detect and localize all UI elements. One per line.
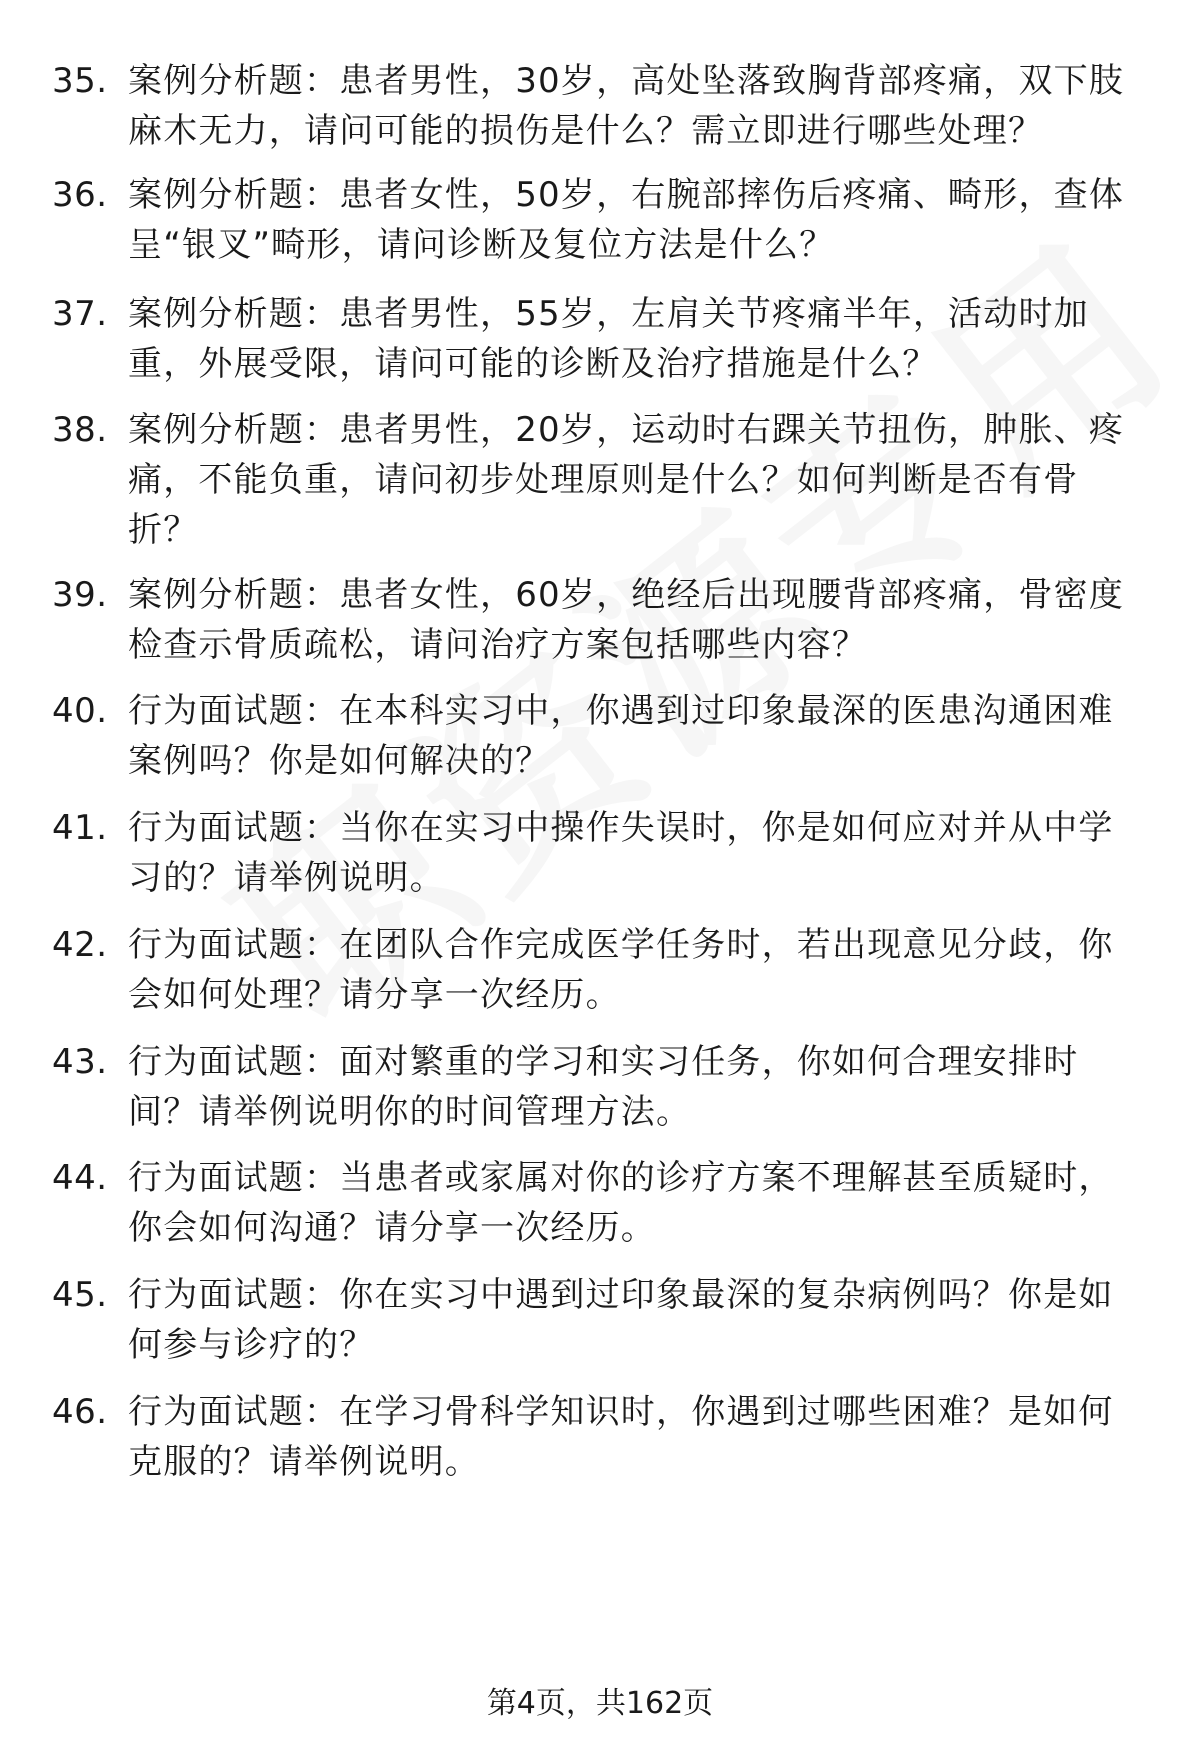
question-number: 46. [52, 1392, 108, 1432]
question-text: 案例分析题：患者女性，50岁，右腕部摔伤后疼痛、畸形，查体呈“银叉”畸形，请问诊断及复位方法是什么？ [128, 175, 1125, 265]
question-text: 案例分析题：患者男性，55岁，左肩关节疼痛半年，活动时加重，外展受限，请问可能的诊断及治疗措施是什么？ [128, 294, 1089, 384]
question-number: 36. [52, 175, 108, 215]
question-number: 35. [52, 61, 108, 101]
question-text: 行为面试题：面对繁重的学习和实习任务，你如何合理安排时间？请举例说明你的时间管理方法。 [128, 1042, 1079, 1132]
question-number: 43. [52, 1042, 108, 1082]
question-number: 45. [52, 1275, 108, 1315]
question-text: 行为面试题：在团队合作完成医学任务时，若出现意见分歧，你会如何处理？请分享一次经历。 [128, 925, 1114, 1015]
question-number: 44. [52, 1158, 108, 1198]
question-number: 38. [52, 410, 108, 450]
question-text: 行为面试题：当患者或家属对你的诊疗方案不理解甚至质疑时，你会如何沟通？请分享一次经历。 [128, 1158, 1114, 1248]
question-text: 行为面试题：在本科实习中，你遇到过印象最深的医患沟通困难案例吗？你是如何解决的？ [128, 691, 1114, 781]
question-number: 37. [52, 294, 108, 334]
page-footer: 第4页，共162页 [486, 1686, 714, 1721]
question-text: 行为面试题：在学习骨科学知识时，你遇到过哪些困难？是如何克服的？请举例说明。 [128, 1392, 1114, 1482]
question-text: 行为面试题：你在实习中遇到过印象最深的复杂病例吗？你是如何参与诊疗的？ [128, 1275, 1114, 1365]
question-number: 42. [52, 925, 108, 965]
question-text: 行为面试题：当你在实习中操作失误时，你是如何应对并从中学习的？请举例说明。 [128, 808, 1114, 898]
question-number: 41. [52, 808, 108, 848]
question-text: 案例分析题：患者男性，30岁，高处坠落致胸背部疼痛，双下肢麻木无力，请问可能的损伤是什么？需立即进行哪些处理？ [128, 61, 1125, 151]
question-number: 39. [52, 575, 108, 615]
question-number: 40. [52, 691, 108, 731]
question-text: 案例分析题：患者女性，60岁，绝经后出现腰背部疼痛，骨密度检查示骨质疏松，请问治疗方案包括哪些内容？ [128, 575, 1125, 665]
question-text: 案例分析题：患者男性，20岁，运动时右踝关节扭伤，肿胀、疼痛，不能负重，请问初步处理原则是什么？如何判断是否有骨折？ [128, 410, 1125, 550]
